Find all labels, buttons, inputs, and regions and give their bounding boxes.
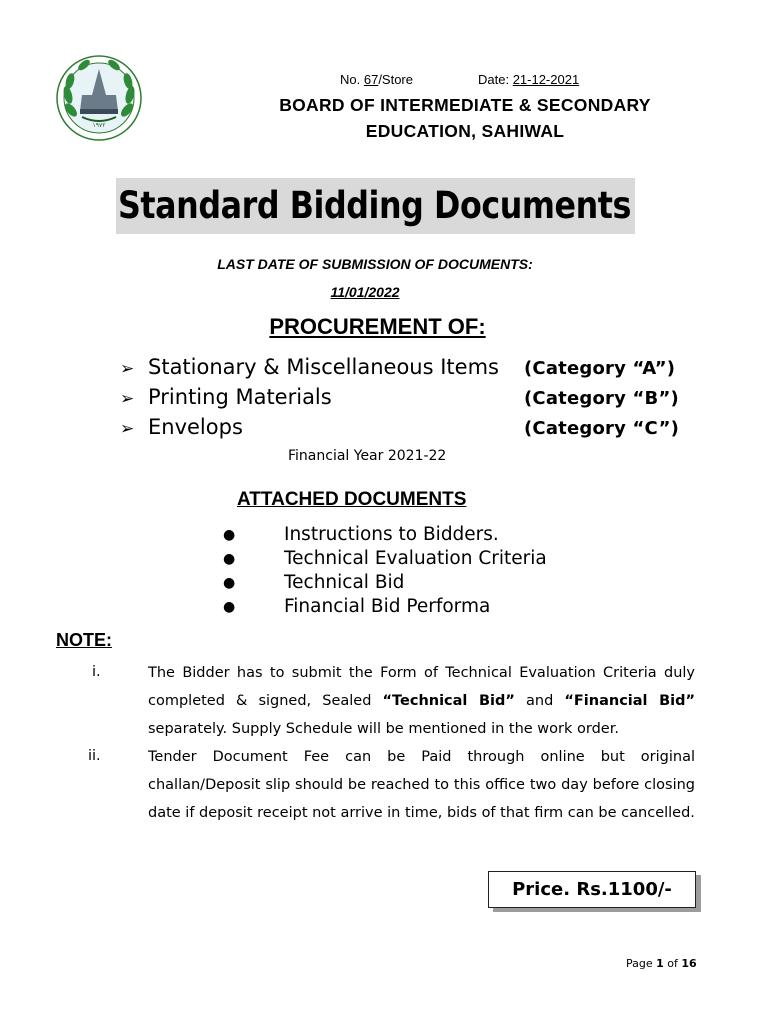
note-heading: NOTE: <box>56 630 112 650</box>
arrow-bullet-icon: ➢ <box>120 359 135 379</box>
attached-documents-heading: ATTACHED DOCUMENTS <box>237 489 467 510</box>
logo-year: ۱۹۷۲ <box>92 122 106 129</box>
arrow-bullet-icon: ➢ <box>120 419 135 439</box>
board-name-line1: BOARD OF INTERMEDIATE & SECONDARY <box>279 95 651 115</box>
submission-label: LAST DATE OF SUBMISSION OF DOCUMENTS: <box>217 256 533 272</box>
attached-document-item: Technical Evaluation Criteria <box>284 548 547 569</box>
document-date: Date: 21-12-2021 <box>478 72 580 87</box>
attached-document-item: Financial Bid Performa <box>284 596 491 617</box>
procurement-item: ➢ Printing Materials <box>120 385 332 409</box>
procurement-category: (Category “A”) <box>524 358 676 379</box>
procurement-item: ➢ Envelops <box>120 415 243 439</box>
bullet-icon: ● <box>223 575 236 591</box>
note-item: The Bidder has to submit the Form of Technical Evaluation Criteria duly completed & signed, Sealed “Technical Bid” and “Financial Bid” separately. Supply Schedule will be mentioned in the work order. <box>148 665 696 737</box>
arrow-bullet-icon: ➢ <box>120 389 135 409</box>
note-number: i. <box>92 664 101 680</box>
attached-document-item: Technical Bid <box>284 572 405 593</box>
bullet-icon: ● <box>223 551 236 567</box>
note-item: Tender Document Fee can be Paid through online but original challan/Deposit slip should be reached to this office two day before closing date if deposit receipt not arrive in time, bids of that firm can be cancelled. <box>148 749 695 821</box>
document-title: Standard Bidding Documents <box>116 178 635 234</box>
price-box: Price. Rs.1100/- <box>488 871 696 908</box>
procurement-category: (Category “C”) <box>524 418 680 439</box>
note-number: ii. <box>88 748 101 764</box>
procurement-heading: PROCUREMENT OF: <box>269 314 486 339</box>
page-number: Page 1 of 16 <box>626 957 697 970</box>
attached-document-item: Instructions to Bidders. <box>284 524 499 545</box>
board-name-line2: EDUCATION, SAHIWAL <box>365 121 565 141</box>
reference-number: No. 67/Store <box>340 72 413 87</box>
financial-year: Financial Year 2021-22 <box>288 448 447 464</box>
procurement-category: (Category “B”) <box>524 388 679 409</box>
bullet-icon: ● <box>223 599 236 615</box>
bullet-icon: ● <box>223 527 236 543</box>
board-logo <box>56 55 142 141</box>
submission-date: 11/01/2022 <box>330 284 400 300</box>
procurement-item: ➢ Stationary & Miscellaneous Items <box>120 355 499 379</box>
